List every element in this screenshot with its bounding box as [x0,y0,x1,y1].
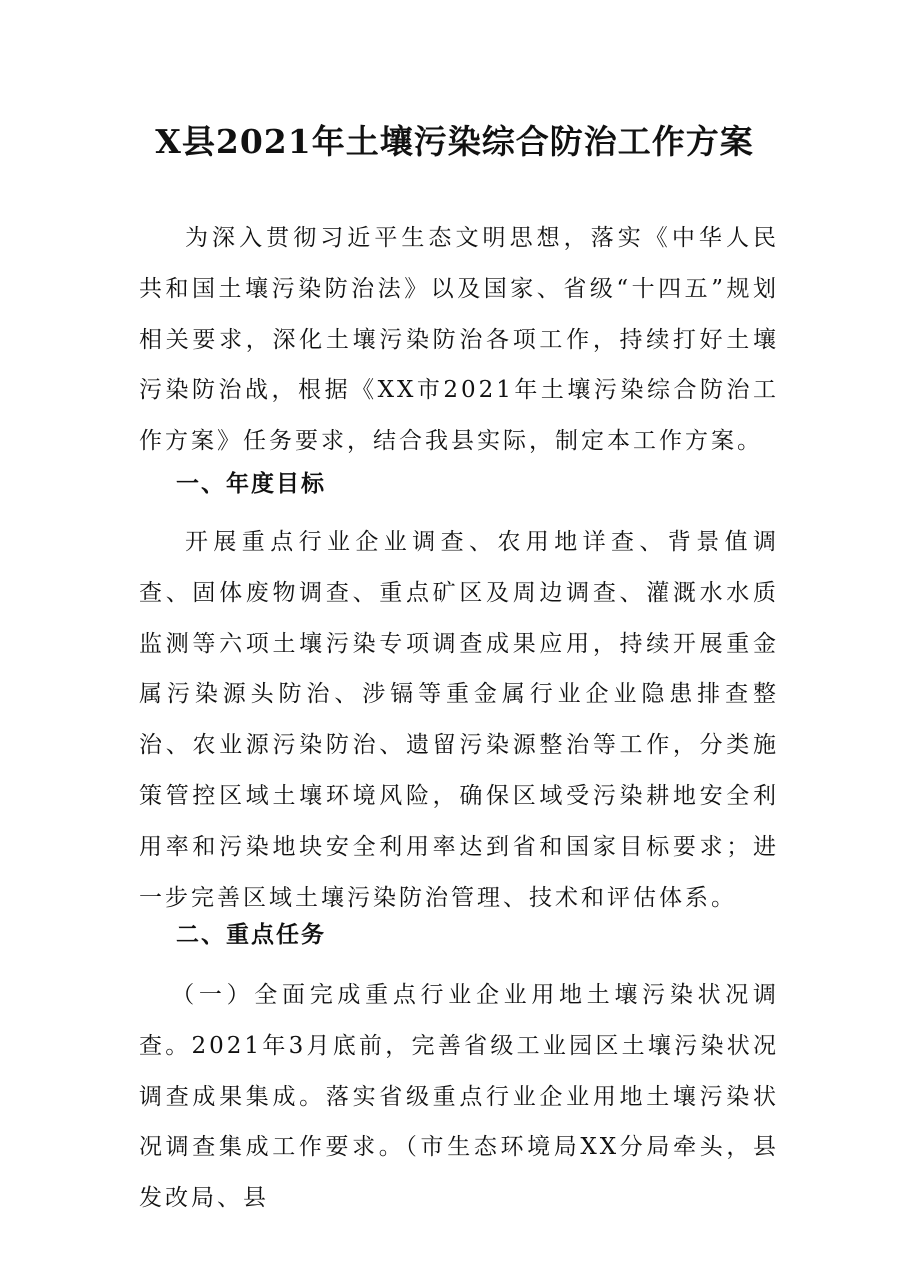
document-title: X县2021年土壤污染综合防治工作方案 [155,122,754,161]
annual-goals-paragraph: 开展重点行业企业调查、农用地详查、背景值调查、固体废物调查、重点矿区及周边调查、灌溉水水质监测等六项土壤污染专项调查成果应用，持续开展重金属污染源头防治、涉镉等重金属行业企业隐患排查整治、农业源污染防治、遗留污染源整治等工作，分类施策管控区域土壤环境风险，确保区域受污染耕地安全利用率和污染地块安全利用率达到省和国家目标要求；进一步完善区域土壤污染防治管理、技术和评估体系。 [139,529,779,911]
intro-paragraph: 为深入贯彻习近平生态文明思想，落实《中华人民共和国土壤污染防治法》以及国家、省级“十四五”规划相关要求，深化土壤污染防治各项工作，持续打好土壤污染防治战，根据《XX市2021年土壤污染综合防治工作方案》任务要求，结合我县实际，制定本工作方案。 [139,225,779,455]
section-heading-key-tasks: 二、重点任务 [176,922,326,948]
key-task-item-1: （一）全面完成重点行业企业用地土壤污染状况调查。2021年3月底前，完善省级工业园区土壤污染状况调查成果集成。落实省级重点行业企业用地土壤污染状况调查集成工作要求。（市生态环境局XX分局牵头，县发改局、县 [139,982,779,1212]
section-heading-annual-goals: 一、年度目标 [176,471,326,497]
